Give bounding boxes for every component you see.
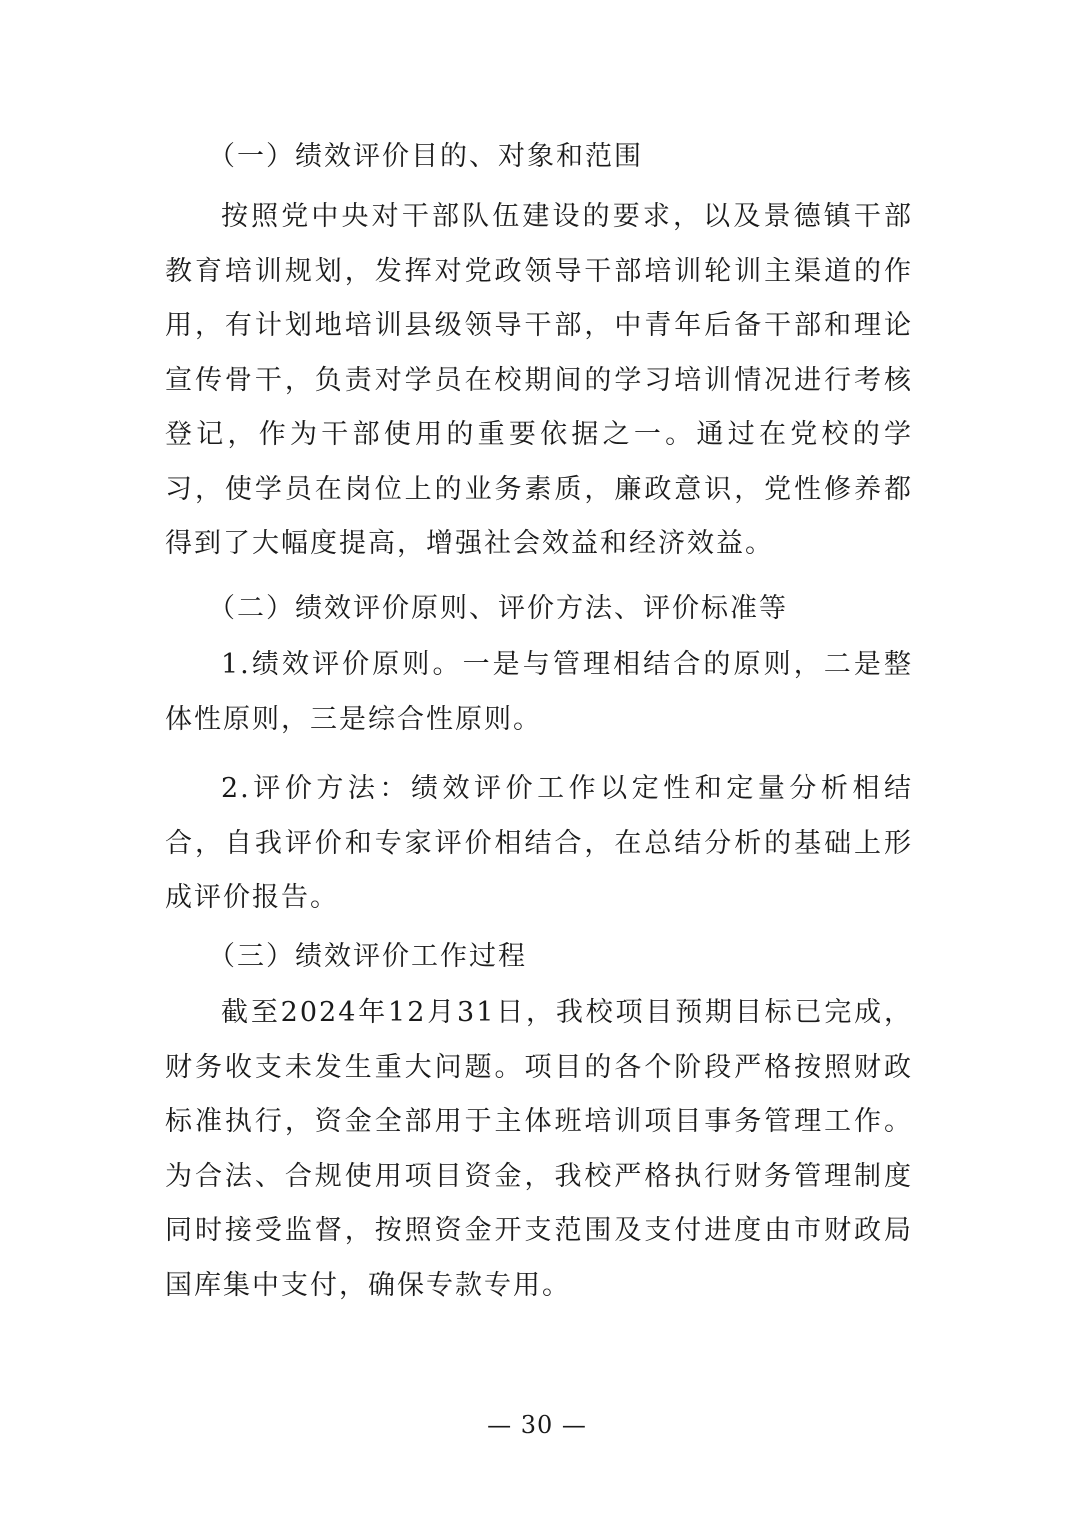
section-1-heading: （一）绩效评价目的、对象和范围	[208, 141, 643, 172]
section-1-paragraph: 按照党中央对干部队伍建设的要求，以及景德镇干部教育培训规划，发挥对党政领导干部培训轮训主渠道的作用，有计划地培训县级领导干部，中青年后备干部和理论宣传骨干，负责对学员在校期间的学习培训情况进行考核登记，作为干部使用的重要依据之一。通过在党校的学习，使学员在岗位上的业务素质，廉政意识，党性修养都得到了大幅度提高，增强社会效益和经济效益。	[165, 201, 913, 559]
section-2-heading: （二）绩效评价原则、评价方法、评价标准等	[208, 593, 788, 624]
section-3-paragraph: 截至2024年12月31日，我校项目预期目标已完成，财务收支未发生重大问题。项目的各个阶段严格按照财政标准执行，资金全部用于主体班培训项目事务管理工作。为合法、合规使用项目资金，我校严格执行财务管理制度同时接受监督，按照资金开支范围及支付进度由市财政局国库集中支付，确保专款专用。	[165, 997, 913, 1301]
section-3-heading: （三）绩效评价工作过程	[208, 941, 527, 972]
page-number: — 30 —	[487, 1411, 587, 1439]
section-2-item-1: 1.绩效评价原则。一是与管理相结合的原则，二是整体性原则，三是综合性原则。	[165, 649, 913, 735]
section-2-item-2: 2.评价方法：绩效评价工作以定性和定量分析相结合，自我评价和专家评价相结合，在总结分析的基础上形成评价报告。	[165, 773, 913, 913]
